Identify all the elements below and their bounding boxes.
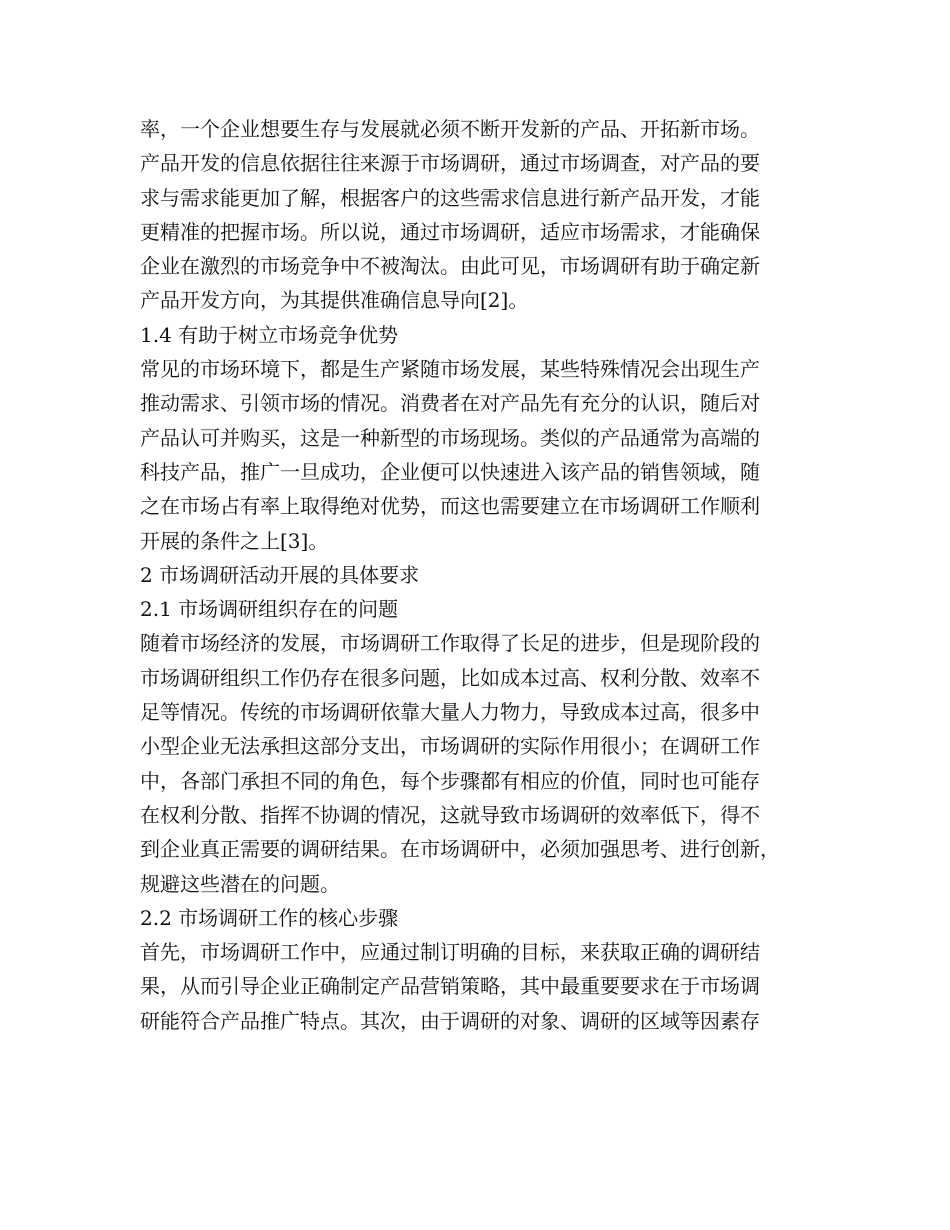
body-text-line: 产品开发方向，为其提供准确信息导向[2]。 — [140, 288, 529, 313]
document-body — [140, 112, 830, 1038]
body-text-line: 随着市场经济的发展，市场调研工作取得了长足的进步，但是现阶段的 — [140, 631, 760, 656]
section-heading: 1.4 有助于树立市场竞争优势 — [140, 322, 399, 347]
body-text-line: 小型企业无法承担这部分支出，市场调研的实际作用很小；在调研工作 — [140, 734, 760, 759]
body-text-line: 更精准的把握市场。所以说，通过市场调研，适应市场需求，才能确保 — [140, 219, 760, 244]
section-heading: 2.1 市场调研组织存在的问题 — [140, 597, 399, 622]
body-text-line: 求与需求能更加了解，根据客户的这些需求信息进行新产品开发，才能 — [140, 185, 760, 210]
body-text-line: 开展的条件之上[3]。 — [140, 528, 329, 553]
body-text-line: 推动需求、引领市场的情况。消费者在对产品先有充分的认识，随后对 — [140, 391, 760, 416]
section-heading: 2 市场调研活动开展的具体要求 — [140, 562, 420, 587]
body-text-line: 率，一个企业想要生存与发展就必须不断开发新的产品、开拓新市场。 — [140, 117, 760, 141]
body-text-line: 市场调研组织工作仍存在很多问题，比如成本过高、权利分散、效率不 — [140, 665, 760, 690]
body-text-line: 规避这些潜在的问题。 — [140, 871, 340, 896]
body-text-line: 在权利分散、指挥不协调的情况，这就导致市场调研的效率低下，得不 — [140, 802, 760, 827]
body-text-line: 研能符合产品推广特点。其次，由于调研的对象、调研的区域等因素存 — [140, 1008, 760, 1033]
body-text-line: 足等情况。传统的市场调研依靠大量人力物力，导致成本过高，很多中 — [140, 700, 760, 725]
body-text-line: 果，从而引导企业正确制定产品营销策略，其中最重要要求在于市场调 — [140, 974, 760, 999]
body-text-line: 科技产品，推广一旦成功，企业便可以快速进入该产品的销售领域，随 — [140, 459, 760, 484]
body-text-line: 产品开发的信息依据往往来源于市场调研，通过市场调查，对产品的要 — [140, 151, 760, 176]
body-text-line: 首先，市场调研工作中，应通过制订明确的目标，来获取正确的调研结 — [140, 940, 760, 965]
body-text-line: 之在市场占有率上取得绝对优势，而这也需要建立在市场调研工作顺利 — [140, 494, 760, 519]
body-text-line: 中，各部门承担不同的角色，每个步骤都有相应的价值，同时也可能存 — [140, 768, 760, 793]
body-text-line: 到企业真正需要的调研结果。在市场调研中，必须加强思考、进行创新， — [140, 837, 780, 862]
body-text-line: 常见的市场环境下，都是生产紧随市场发展，某些特殊情况会出现生产 — [140, 357, 760, 382]
body-text-line: 企业在激烈的市场竞争中不被淘汰。由此可见，市场调研有助于确定新 — [140, 254, 760, 279]
section-heading: 2.2 市场调研工作的核心步骤 — [140, 905, 399, 930]
body-text-line: 产品认可并购买，这是一种新型的市场现场。类似的产品通常为高端的 — [140, 425, 760, 450]
